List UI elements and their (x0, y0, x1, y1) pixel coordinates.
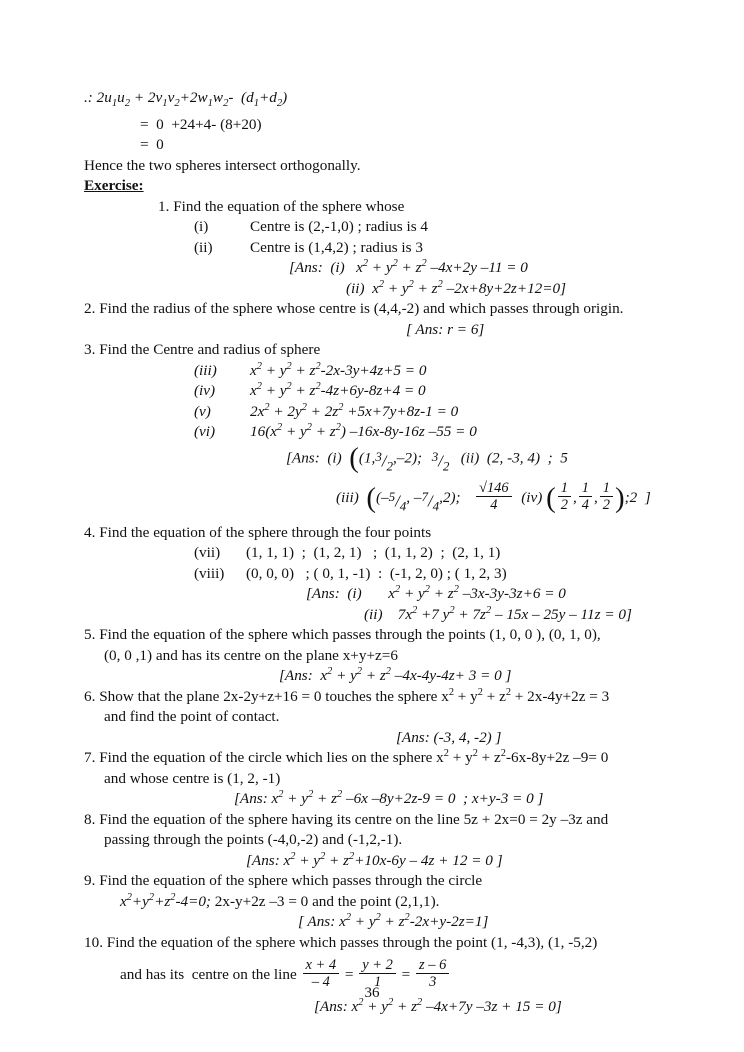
q5-answer: [Ans: $x^2 + y^2 + z^2$ –4x-4y-4z+ 3 = 0 ] (279, 666, 512, 685)
fraction-1-4: $\frac{1}{4}$ (579, 480, 592, 513)
q4-answer-i: [Ans: (i) $x^2 + y^2 + z^2$ –3x-3y-3z+6 = 0 (306, 584, 566, 603)
fraction-5-4: 5/4 (388, 488, 407, 514)
q3-subitem-vi-label: (vi) (194, 423, 216, 441)
proof-line-3: = 0 (140, 136, 164, 154)
proof-line-2: = 0 +24+4- (8+20) (140, 115, 262, 133)
line-fraction-x: $\frac{x + 4}{- 4}$ (303, 957, 340, 990)
q10-text-1: Find the equation of the sphere which passes through the point (1, -4,3), (1, -5,2) (106, 933, 598, 951)
q8-text-1: Find the equation of the sphere having its centre on the line 5z + 2x=0 = 2y –3z and (99, 810, 609, 828)
q2-text: Find the radius of the sphere whose centre is (4,4,-2) and which passes through origin. (99, 300, 624, 318)
q3-ans-iii-label: (iii) (336, 489, 359, 507)
q2-number: 2. (84, 300, 96, 318)
q3-number: 3. (84, 341, 96, 359)
q3-ans-iv-label: (iv) (521, 489, 543, 507)
question-2 (84, 299, 684, 320)
fraction-sqrt146-4: $\frac{√146}{4}$ (476, 480, 512, 513)
q3-answer-line-2: (iii) ((–5/4, –7/4,2); $\frac{√146}{4}$ (iv) ( $\frac{1}{2}$ , $\frac{1}{4}$ , $\frac{1}{2}$ );2 ] (84, 482, 684, 516)
q1-subitem-ii (84, 238, 684, 259)
q3-ans-i-close: ,–2); (392, 449, 423, 467)
q1-answer-i: [Ans: (i) $x^2 + y^2 + z^2$ –4x+2y –11 = 0 (289, 257, 528, 277)
q9-answer: [ Ans: $x^2 + y^2 + z^2-2x+y-2z=1$] (298, 912, 489, 931)
fraction-1-2-a: $\frac{1}{2}$ (558, 480, 571, 513)
q3-ans-ii-text: (2, -3, 4) ; 5 (486, 449, 568, 467)
q6-number: 6. (84, 687, 96, 705)
question-8 (84, 810, 684, 831)
page-number: 36 (364, 985, 380, 1001)
q3-ans-iv-tail: ;2 ] (624, 489, 651, 507)
q3-subitem-iii-label: (iii) (194, 361, 217, 379)
q3-ans-open: [Ans: (286, 449, 320, 467)
q3-ans-ii-label: (ii) (460, 449, 480, 467)
q3-subitem-v: (v) $2x^2 + 2y^2 + 2z^2 +5x+7y+8z-1 = 0$ (84, 402, 684, 423)
question-6: 6. Show that the plane 2x-2y+z+16 = 0 touches the sphere $x^2 + y^2 + z^2 + 2x-4y+2z = 3$ (84, 686, 610, 705)
q10-text-2-prefix: and has its centre on the line (120, 966, 297, 984)
q4-subitem-vii-label: (vii) (194, 544, 221, 562)
q3-subitem-v-label: (v) (194, 402, 211, 420)
q9-text-1: Find the equation of the sphere which passes through the circle (99, 872, 483, 890)
q8-number: 8. (84, 810, 96, 828)
q5-number: 5. (84, 626, 96, 644)
q1-subitem-i (84, 217, 684, 238)
q4-subitem-viii (84, 564, 684, 585)
q8-text-line-2: passing through the points (-4,0,-2) and (-1,2,-1). (104, 831, 403, 849)
q5-text-line-2: (0, 0 ,1) and has its centre on the plane x+y+z=6 (104, 646, 398, 664)
q4-subitem-viii-label: (viii) (194, 564, 225, 582)
q8-answer: [Ans: $x^2 + y^2 + z^2+10x-6y - 4z + 12 = 0$ ] (246, 850, 503, 869)
q9-text-line-2: $x^2+y^2+z^2-4=0$; 2x-y+2z –3 = 0 and the point (2,1,1). (120, 891, 440, 910)
q9-number: 9. (84, 872, 96, 890)
q10-text-line-2: and has its centre on the line $\frac{x + 4}{- 4}$ = $\frac{y + 2}{1}$ = $\frac{z - 6}{3}$ (84, 959, 684, 992)
radius-fraction-3-2: 3/2 (431, 448, 450, 473)
question-7: 7. Find the equation of the circle which lies on the sphere $x^2 + y^2 + z^2-6x-8y+2z$ –9= 0 (84, 748, 609, 767)
q4-subitem-viii-text: (0, 0, 0) ; ( 0, 1, -1) : (-1, 2, 0) ; ( 1, 2, 3) (246, 564, 507, 582)
q1-subitem-i-text: Centre is (2,-1,0) ; radius is 4 (250, 218, 429, 236)
question-1 (84, 197, 684, 218)
q3-answer-line-1: [Ans: (i) ((1,3/2,–2); 3/2 (ii) (2, -3, 4) ; 5 (84, 447, 684, 477)
fraction-3-2: 3/2 (375, 448, 393, 473)
q7-answer: [Ans: $x^2 + y^2 + z^2$ –6x –8y+2z-9 = 0 ; x+y-3 = 0 ] (234, 789, 544, 808)
question-10 (84, 933, 684, 954)
question-5 (84, 625, 684, 646)
q10-answer: [Ans: $x^2 + y^2 + z^2$ –4x+7y –3z + 15 = 0] (314, 996, 562, 1015)
q3-subitem-iii: (iii) $x^2 + y^2 + z^2-2x-3y+4z+5 = 0$ (84, 361, 684, 382)
question-3 (84, 340, 684, 361)
q3-ans-iii-close: ,2); (439, 489, 461, 507)
q2-answer: [ Ans: r = 6] (406, 320, 485, 338)
question-9 (84, 871, 684, 892)
q3-ans-i-open: (1, (358, 449, 376, 467)
q3-subitem-vi: (vi) $16(x^2 + y^2 + z^2)$ –16x-8y-16z –55 = 0 (84, 422, 684, 443)
question-4 (84, 523, 684, 544)
q4-text: Find the equation of the sphere through the four points (99, 523, 432, 541)
exercise-heading: Exercise: (84, 177, 144, 195)
q4-subitem-vii-text: (1, 1, 1) ; (1, 2, 1) ; (1, 1, 2) ; (2, 1, 1) (246, 544, 501, 562)
q1-number: 1. (158, 197, 170, 215)
q3-text: Find the Centre and radius of sphere (99, 341, 321, 359)
q1-text: Find the equation of the sphere whose (173, 197, 405, 215)
proof-line-1: .: $2u_1u_2 + 2v_1v_2+2w_1w_2-$ $(d_1+d_2)$ (84, 89, 288, 110)
q7-text-line-2: and whose centre is (1, 2, -1) (104, 769, 281, 787)
fraction-1-2-b: $\frac{1}{2}$ (600, 480, 613, 513)
line-fraction-z: $\frac{z - 6}{3}$ (416, 957, 449, 990)
q3-ans-iii-open: (– (376, 489, 389, 507)
q6-text-line-2: and find the point of contact. (104, 708, 280, 726)
q6-answer: [Ans: (-3, 4, -2) ] (396, 728, 502, 746)
q4-answer-ii: (ii) $7x^2 +7$ $y^2 + 7z^2 - 15x - 25y - 11z = 0$] (364, 604, 632, 623)
q1-subitem-i-label: (i) (194, 218, 209, 236)
page-content (84, 88, 684, 1017)
q4-subitem-vii (84, 543, 684, 564)
q3-subitem-iv: (iv) $x^2 + y^2 + z^2-4z+6y-8z+4 = 0$ (84, 381, 684, 402)
q1-answer-ii: (ii) $x^2 + y^2 + z^2$ –2x+8y+2z+12=0] (346, 278, 567, 297)
q1-subitem-ii-label: (ii) (194, 238, 213, 256)
q4-number: 4. (84, 523, 96, 541)
q3-ans-iii-mid: , – (406, 489, 422, 507)
q1-subitem-ii-text: Centre is (1,4,2) ; radius is 3 (250, 238, 423, 256)
q3-ans-i-label: (i) (327, 449, 342, 467)
q3-subitem-iv-label: (iv) (194, 382, 216, 400)
q7-number: 7. (84, 749, 96, 767)
q5-text-1: Find the equation of the sphere which passes through the points (1, 0, 0 ), (0, 1, 0), (99, 626, 601, 644)
q10-number: 10. (84, 933, 103, 951)
line-fraction-y: $\frac{y + 2}{1}$ (359, 957, 396, 990)
fraction-7-4: 7/4 (421, 488, 440, 514)
proof-conclusion: Hence the two spheres intersect orthogonally. (84, 156, 361, 174)
